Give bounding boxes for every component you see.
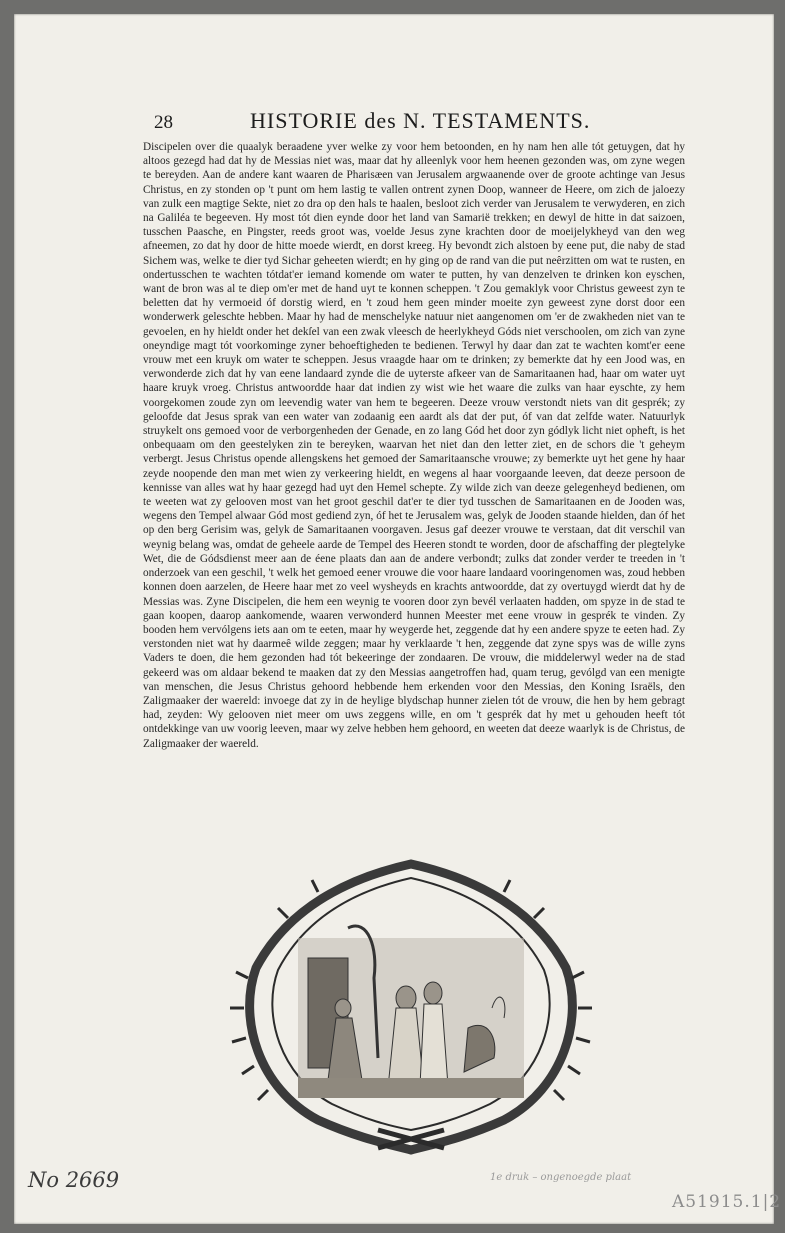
inventory-number: No 2669	[28, 1168, 120, 1192]
page-number: 28	[154, 112, 173, 133]
page-header	[0, 106, 785, 138]
pencil-annotation: 1e druk – ongenoegde plaat	[490, 1172, 632, 1183]
body-text: Discipelen over die quaalyk beraadene yver welke zy voor hem betoonden, en hy nam hen alle tót getuygen, dat hy altoos gezegd had dat hy de Messias niet was, maar dat hy alleenlyk voor hem heenen gezonden was, om zyne wegen te bereyden. Aan de andere kant waaren de Pharisæen van Jerusalem argwaanende over de groote achtinge van Jesus Christus, en zy stonden op 't punt om hem lastig te vallen ontrent zynen Doop, wanneer de Heere, om zich de jaloezy van zulk een magtige Sekte, niet zo dra op den hals te haalen, besloot zich verder van Jerusalem te verwyderen, en zich na Galiléa te begeeven. Hy most tót dien eynde door het land van Samarië trekken; en dewyl de hitte in dat saizoen, tusschen Paasche, en Pingster, reeds groot was, voelde Jesus zyne krachten door de moeijelykheyd van den weg afneemen, zo dat hy door de hitte moede wierdt, en dorst kreeg. Hy bevondt zich alstoen by eene put, die naby de stad Sichem was, welke te dier tyd Sichar geheeten wierdt; en hy ging op de rand van die put neêrzitten om wat te rusten, en ondertusschen te wachten tótdat'er iemand komende om water te putten, hy van denzelven te drinken kon eyschen, want de bron was al te diep om'er met de hand uyt te konnen scheppen. 't Zou gemaklyk voor Christus geweest zyn te beletten dat hy vermoeid óf dorstig wierd, en 't zoud hem geen minder moeite zyn geweest zyne dorst door een wonderwerk geleschte hebben. Maar hy had de menschelyke natuur niet aangenomen om 'er de zwakheden niet van te gevoelen, en hy hieldt onder het dekſel van een zwak vleesch de heerlykheyd Góds niet verschoolen, om zich van zyne oneyndige magt tót voorkominge zyner behoeftigheden te bedienen. Terwyl hy daar dan zat te wachten komt'er eene vrouw met een kruyk om water te scheppen. Jesus vraagde haar om te drinken; zy bemerkte dat hy een Jood was, en verwonderde zich dat hy van eene landaard zynde die de uyterste afkeer van de Samaritaanen had, haar om water uyt haare kruyk vroeg. Christus antwoordde haar dat indien zy wist wie het waare die zulks van haar eyschte, zy hem voorgekomen zoude zyn om leevendig water van hem te begeeren. Deeze vrouw verstondt niets van dit gesprék; zy geloofde dat Jesus sprak van een water van zodaanig een aardt als dat der put, óf van dat zelfde water. Natuurlyk struykelt ons gemoed voor de verborgenheden der Genade, en zo lang Gód het door zyn gódlyk licht niet opheft, is het onbequaam om den geestelyken zin te bereyken, waarvan het niet dan den letter ziet, en de schors die 't geheym verbergt. Jesus Christus opende allengskens het gemoed der Samaritaansche vrouwe; zy bemerkte uyt het gene hy haar zeyde noopende den man met wien zy verkeering hieldt, en wegens al haar voorgaande leeven, dat deeze persoon de kennisse van alles wat hy haar gezegd had uyt den Hemel schepte. Zy wilde zich van deeze gelegenheyd bedienen, om te weeten wat zy gelooven most van het groot geschil dat'er te dier tyd tusschen de Samaritaanen en de Jooden was, wegens den Tempel alwaar Gód most gediend zyn, óf het te Jerusalem was, gelyk de Jooden staande hielden, dan óf het op den berg Gerisim was, gelyk de Samaritaanen voorgaven. Jesus gaf deezer vrouwe te verstaan, dat dit verschil van weynig belang was, omdat de geheele aarde de Tempel des Heeren stondt te worden, door de afschaffing der plegtelyke Wet, die de Gódsdienst meer aan de éene plaats dan aan de andere verbondt; zulks dat zonder verder te treeden in 't onderzoek van een geschil, 't welk het gemoed eener vrouwe die voor haare landaard vooringenomen was, zoud hebben konnen doen aarzelen, de Heere haar met zo veel wysheyds en krachts antwoordde, dat zy overtuygd wierdt dat hy de Messias was. Zyne Discipelen, die hem een weynig te vooren door zyn bevél verlaaten hadden, om spyze in de stad te gaan koopen, daarop aankomende, waaren verwonderd hunnen Meester met eene vrouw in gesprék te vinden. Zy booden hem vervólgens iets aan om te eeten, maar hy weygerde het, zeggende dat hy een andere spyze te eeten had. Zy verstonden niet wat hy daarmeê wilde zeggen; maar hy verklaarde 't hen, zeggende dat zyne spys was de wille zyns Vaders te doen, die hem gezonden had tót bekeeringe der zondaaren. De vrouw, die middelerwyl weder na de stad gekeerd was om aldaar bekend te maaken dat zy den Messias aangetroffen had, quam terug, gevólgd van een menigte van menschen, die Jesus Christus gehoord hebbende hem erkenden voor den Messias, den Koning Israëls, den Zaligmaaker der waereld: invoege dat zy in de heylige blydschap hunner zielen tót de vrouw, die hen by hem gebragt had, zeyden: Wy gelooven niet meer om uws zeggens wille, en om 't gesprék dat hy met u gehouden heeft tót ontdekkinge van uw voorig leeven, maar wy zelve hebben hem gehoord, en weeten dat deeze waarlyk is de Christus, de Zaligmaaker der waereld.	[143, 141, 685, 750]
call-number: A51915.1|2	[672, 1192, 782, 1212]
scene	[298, 926, 524, 1098]
running-title: HISTORIE des N. TESTAMENTS.	[250, 108, 591, 133]
engraving-illustration	[228, 858, 594, 1168]
